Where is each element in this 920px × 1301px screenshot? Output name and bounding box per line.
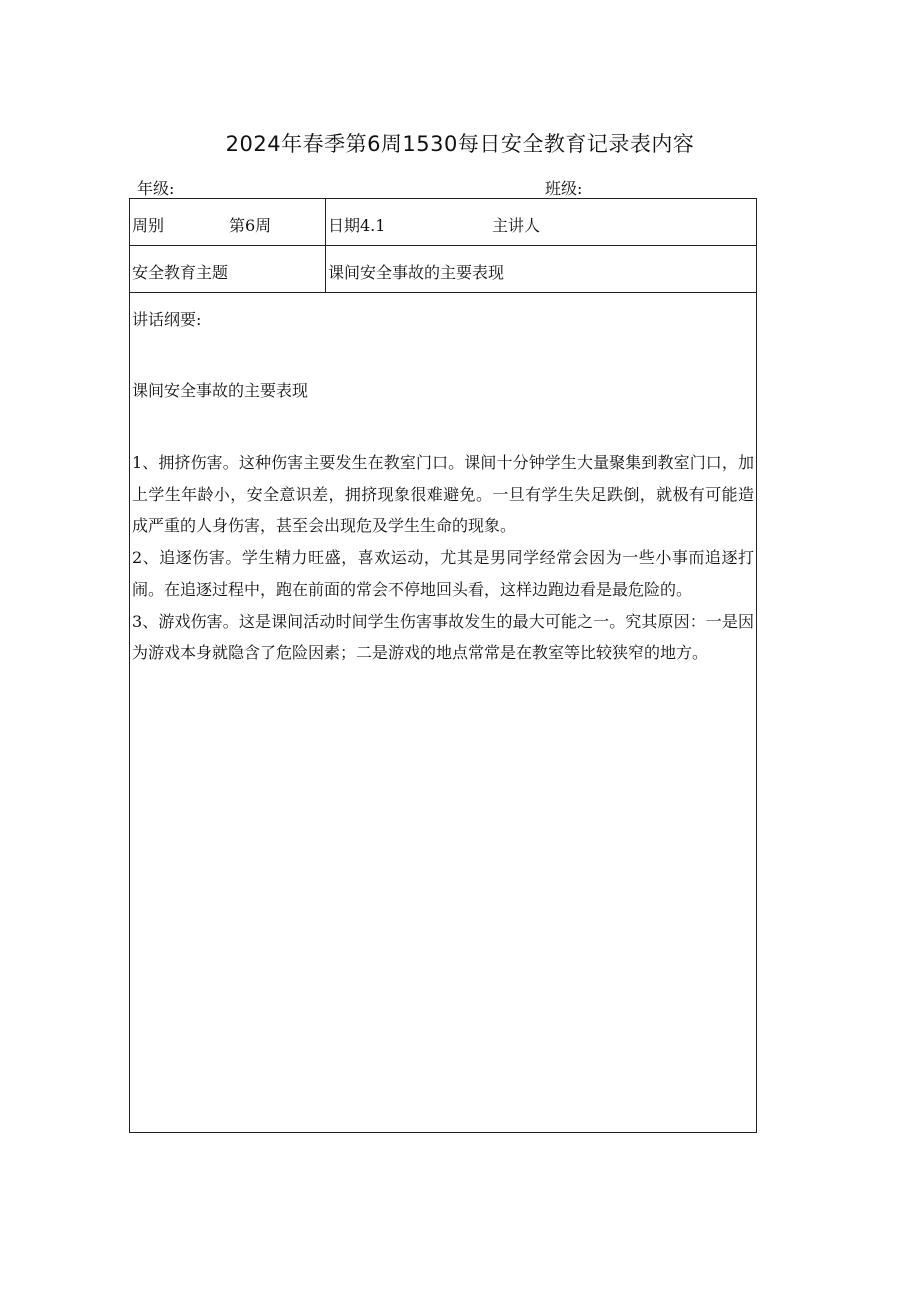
date-text: 日期4.1 xyxy=(328,216,386,235)
outline-label: 讲话纲要: xyxy=(132,310,202,329)
document-title: 2024年春季第6周1530每日安全教育记录表内容 xyxy=(225,132,695,156)
speaker-label: 主讲人 xyxy=(492,216,541,235)
outline-body xyxy=(132,447,754,669)
grade-field xyxy=(137,176,240,199)
class-label: 班级: xyxy=(545,179,583,198)
record-table xyxy=(129,198,757,1133)
topic-value: 课间安全事故的主要表现 xyxy=(328,263,505,282)
class-field xyxy=(545,176,648,199)
grade-label: 年级: xyxy=(137,179,175,198)
week-label: 周别 xyxy=(132,216,165,235)
outline-subtitle: 课间安全事故的主要表现 xyxy=(132,381,309,400)
column-divider xyxy=(325,199,326,293)
outline-paragraph: 3、游戏伤害。这是课间活动时间学生伤害事故发生的最大可能之一。究其原因：一是因为游戏本身就隐含了危险因素；二是游戏的地点常常是在教室等比较狭窄的地方。 xyxy=(132,611,754,663)
outline-paragraph: 2、追逐伤害。学生精力旺盛，喜欢运动，尤其是男同学经常会因为一些小事而追逐打闹。在追逐过程中，跑在前面的常会不停地回头看，这样边跑边看是最危险的。 xyxy=(132,548,754,599)
week-value: 第6周 xyxy=(229,216,272,235)
info-row xyxy=(130,199,756,246)
topic-label: 安全教育主题 xyxy=(132,263,229,282)
outline-paragraph: 1、拥挤伤害。这种伤害主要发生在教室门口。课间十分钟学生大量聚集到教室门口，加上学生年龄小，安全意识差，拥挤现象很难避免。一旦有学生失足跌倒，就极有可能造成严重的人身伤害，甚至会出现危及学生生命的现象。 xyxy=(132,453,754,536)
